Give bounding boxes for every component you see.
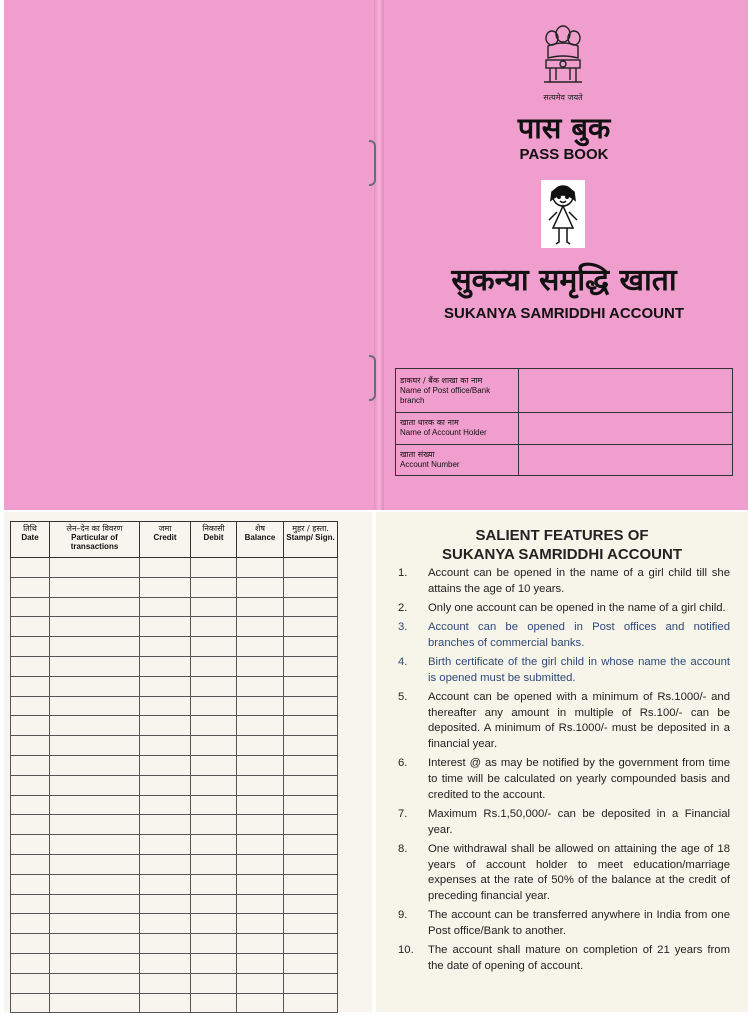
ledger-cell xyxy=(140,617,191,637)
ledger-cell xyxy=(140,676,191,696)
field-row-account-number xyxy=(396,444,733,475)
ledger-cell xyxy=(140,637,191,657)
ledger-cell xyxy=(284,795,338,815)
ledger-cell xyxy=(237,795,284,815)
ledger-cell xyxy=(50,736,140,756)
col-balance xyxy=(237,522,284,558)
ledger-cell xyxy=(191,854,237,874)
emblem-motto: सत्यमेव जयते xyxy=(543,93,583,102)
col-label-english: Stamp/ Sign. xyxy=(286,533,335,542)
ledger-cell xyxy=(50,874,140,894)
ledger-cell xyxy=(237,597,284,617)
field-value-branch xyxy=(519,369,733,413)
col-label-english: Particular of transactions xyxy=(70,533,119,551)
ledger-cell xyxy=(237,973,284,993)
feature-text: Interest @ as may be notified by the government from time to time will be calculated on yearly compounded basis and credited to the account. xyxy=(428,757,730,801)
ledger-cell xyxy=(11,755,50,775)
ledger-cell xyxy=(140,835,191,855)
ledger-cell xyxy=(284,755,338,775)
ledger-cell xyxy=(191,934,237,954)
ledger-cell xyxy=(50,597,140,617)
field-row-branch xyxy=(396,369,733,413)
feature-text: The account can be transferred anywhere in India from one Post office/Bank to another. xyxy=(428,909,730,938)
ledger-header-row xyxy=(11,522,338,558)
ledger-cell xyxy=(50,676,140,696)
ledger-cell xyxy=(140,815,191,835)
ledger-cell xyxy=(237,755,284,775)
col-label-english: Credit xyxy=(153,533,177,542)
ledger-cell xyxy=(237,736,284,756)
ledger-cell xyxy=(191,993,237,1013)
ledger-cell xyxy=(50,775,140,795)
ledger-cell xyxy=(284,637,338,657)
col-debit xyxy=(191,522,237,558)
ledger-cell xyxy=(11,894,50,914)
feature-text: Maximum Rs.1,50,000/- can be deposited in a Financial year. xyxy=(428,807,730,836)
ledger-cell xyxy=(140,914,191,934)
ledger-cell xyxy=(191,696,237,716)
ledger-cell xyxy=(140,716,191,736)
passbook-title-hindi: पास बुक xyxy=(517,111,611,145)
ledger-cell xyxy=(284,577,338,597)
ledger-cell xyxy=(191,736,237,756)
ledger-cell xyxy=(191,558,237,578)
ledger-row xyxy=(11,577,338,597)
ledger-cell xyxy=(191,637,237,657)
ledger-cell xyxy=(284,815,338,835)
ledger-cell xyxy=(284,696,338,716)
ledger-cell xyxy=(237,874,284,894)
ledger-row xyxy=(11,993,338,1013)
ledger-cell xyxy=(11,854,50,874)
feature-item xyxy=(398,756,730,803)
ledger-cell xyxy=(50,755,140,775)
features-title xyxy=(376,526,748,564)
ledger-cell xyxy=(50,795,140,815)
ledger-row xyxy=(11,934,338,954)
ledger-cell xyxy=(191,914,237,934)
ledger-cell xyxy=(11,637,50,657)
ledger-row xyxy=(11,953,338,973)
ledger-cell xyxy=(237,815,284,835)
ledger-cell xyxy=(11,874,50,894)
ledger-row xyxy=(11,894,338,914)
account-details-table xyxy=(395,368,733,476)
features-title-line1: SALIENT FEATURES OF xyxy=(475,527,649,544)
feature-text: The account shall mature on completion of 21 years from the date of opening of account. xyxy=(428,944,730,972)
feature-number: 1. xyxy=(398,567,408,579)
national-emblem-icon xyxy=(538,20,588,90)
ledger-cell xyxy=(284,676,338,696)
ledger-cell xyxy=(50,914,140,934)
field-label-hindi: खाता धारक का नाम xyxy=(400,418,459,428)
ledger-cell xyxy=(191,835,237,855)
ledger-cell xyxy=(237,656,284,676)
ledger-cell xyxy=(140,953,191,973)
field-value-holder xyxy=(519,413,733,444)
ledger-cell xyxy=(284,874,338,894)
ledger-cell xyxy=(50,617,140,637)
feature-item xyxy=(398,566,730,598)
ledger-cell xyxy=(50,973,140,993)
ledger-cell xyxy=(140,656,191,676)
ledger-cell xyxy=(284,973,338,993)
ledger-cell xyxy=(237,696,284,716)
ledger-cell xyxy=(11,736,50,756)
col-label-hindi: लेन–देन का विवरण xyxy=(66,524,123,533)
ledger-row xyxy=(11,755,338,775)
field-label-english: Name of Account Holder xyxy=(400,428,487,438)
features-title-line2: SUKANYA SAMRIDDHI ACCOUNT xyxy=(441,546,682,563)
ledger-cell xyxy=(191,617,237,637)
ledger-cell xyxy=(284,775,338,795)
ledger-cell xyxy=(237,894,284,914)
ledger-row xyxy=(11,914,338,934)
ledger-cell xyxy=(50,637,140,657)
ledger-cell xyxy=(284,617,338,637)
ledger-cell xyxy=(284,716,338,736)
ledger-cell xyxy=(11,696,50,716)
feature-item xyxy=(398,943,730,975)
features-list xyxy=(398,566,730,978)
feature-text: One withdrawal shall be allowed on attaining the age of 18 years of account holder to meet education/marriage expenses at the rate of 50% of the balance at the credit of preceding financial year. xyxy=(428,842,730,903)
feature-number: 2. xyxy=(398,601,408,614)
col-label-hindi: शेष xyxy=(254,524,266,533)
ledger-cell xyxy=(237,716,284,736)
ledger-cell xyxy=(11,775,50,795)
ledger-cell xyxy=(237,676,284,696)
ledger-cell xyxy=(11,597,50,617)
ledger-row xyxy=(11,973,338,993)
feature-number: 4. xyxy=(398,655,408,668)
feature-number: 8. xyxy=(398,842,408,855)
ledger-cell xyxy=(140,577,191,597)
col-label-english: Date xyxy=(21,533,39,542)
ledger-cell xyxy=(11,577,50,597)
girl-child-icon xyxy=(541,180,585,248)
ledger-cell xyxy=(237,934,284,954)
ledger-cell xyxy=(140,973,191,993)
col-label-english: Balance xyxy=(244,533,276,542)
ledger-cell xyxy=(191,775,237,795)
ledger-row xyxy=(11,736,338,756)
col-label-english: Debit xyxy=(203,533,224,542)
col-label-hindi: मुहर / हस्ता. xyxy=(292,524,329,533)
ledger-row xyxy=(11,676,338,696)
cover-fold xyxy=(374,0,384,510)
ledger-cell xyxy=(284,914,338,934)
ledger-row xyxy=(11,795,338,815)
ledger-cell xyxy=(50,577,140,597)
ledger-cell xyxy=(140,597,191,617)
ledger-row xyxy=(11,696,338,716)
scheme-title: SUKANYA SAMRIDDHI ACCOUNT xyxy=(443,305,684,322)
ledger-cell xyxy=(284,993,338,1013)
feature-item xyxy=(398,655,730,687)
ledger-row xyxy=(11,597,338,617)
ledger-row xyxy=(11,558,338,578)
ledger-cell xyxy=(50,854,140,874)
feature-text: Account can be opened in the name of a girl child till she attains the age of 10 years. xyxy=(428,567,730,595)
ledger-cell xyxy=(237,775,284,795)
feature-number: 10. xyxy=(398,944,414,957)
ledger-row xyxy=(11,775,338,795)
ledger-cell xyxy=(284,597,338,617)
ledger-cell xyxy=(140,854,191,874)
transactions-ledger xyxy=(10,521,338,1013)
ledger-cell xyxy=(284,835,338,855)
ledger-cell xyxy=(191,795,237,815)
ledger-row xyxy=(11,815,338,835)
feature-text: Only one account can be opened in the name of a girl child. xyxy=(428,601,726,614)
ledger-cell xyxy=(11,914,50,934)
field-label-branch xyxy=(396,369,519,413)
ledger-cell xyxy=(11,617,50,637)
ledger-row xyxy=(11,637,338,657)
feature-item xyxy=(398,807,730,839)
ledger-cell xyxy=(140,696,191,716)
ledger-cell xyxy=(140,874,191,894)
ledger-cell xyxy=(237,953,284,973)
ledger-cell xyxy=(11,973,50,993)
field-label-holder xyxy=(396,413,519,444)
ledger-cell xyxy=(284,656,338,676)
ledger-body xyxy=(11,558,338,1013)
ledger-cell xyxy=(11,993,50,1013)
feature-item xyxy=(398,690,730,753)
ledger-cell xyxy=(11,656,50,676)
ledger-row xyxy=(11,854,338,874)
ledger-cell xyxy=(284,558,338,578)
ledger-cell xyxy=(191,874,237,894)
ledger-cell xyxy=(191,577,237,597)
field-value-account-number xyxy=(519,444,733,475)
field-label-english: Account Number xyxy=(400,459,460,469)
field-label-hindi: डाकघर / बैंक शाखा का नाम xyxy=(400,375,483,385)
scheme-title-hindi: सुकन्या समृद्धि खाता xyxy=(451,263,677,298)
ledger-cell xyxy=(191,676,237,696)
field-row-holder xyxy=(396,413,733,444)
ledger-cell xyxy=(237,993,284,1013)
ledger-cell xyxy=(284,854,338,874)
ledger-cell xyxy=(237,854,284,874)
col-date xyxy=(11,522,50,558)
ledger-cell xyxy=(50,953,140,973)
ledger-cell xyxy=(140,775,191,795)
ledger-cell xyxy=(50,815,140,835)
ledger-cell xyxy=(50,993,140,1013)
ledger-row xyxy=(11,656,338,676)
ledger-cell xyxy=(191,894,237,914)
ledger-cell xyxy=(50,656,140,676)
ledger-row xyxy=(11,716,338,736)
ledger-cell xyxy=(284,894,338,914)
field-label-account-number xyxy=(396,444,519,475)
ledger-cell xyxy=(191,755,237,775)
feature-number: 5. xyxy=(398,690,408,703)
ledger-cell xyxy=(237,617,284,637)
feature-number: 6. xyxy=(398,757,408,770)
ledger-cell xyxy=(140,558,191,578)
ledger-cell xyxy=(11,676,50,696)
ledger-cell xyxy=(237,914,284,934)
passbook-title: PASS BOOK xyxy=(519,146,609,163)
ledger-row xyxy=(11,874,338,894)
ledger-cell xyxy=(11,934,50,954)
ledger-row xyxy=(11,835,338,855)
ledger-cell xyxy=(237,558,284,578)
ledger-cell xyxy=(11,716,50,736)
field-label-hindi: खाता संख्या xyxy=(400,449,435,459)
ledger-cell xyxy=(11,835,50,855)
ledger-cell xyxy=(191,597,237,617)
ledger-cell xyxy=(191,656,237,676)
field-label-english: Name of Post office/Bank branch xyxy=(400,385,491,405)
staple-bottom xyxy=(369,355,376,401)
feature-number: 9. xyxy=(398,909,408,922)
ledger-cell xyxy=(50,835,140,855)
ledger-cell xyxy=(11,795,50,815)
ledger-cell xyxy=(50,894,140,914)
col-particulars xyxy=(50,522,140,558)
ledger-cell xyxy=(237,835,284,855)
feature-item xyxy=(398,908,730,940)
ledger-cell xyxy=(50,696,140,716)
ledger-cell xyxy=(140,993,191,1013)
feature-item xyxy=(398,620,730,652)
ledger-cell xyxy=(11,815,50,835)
ledger-cell xyxy=(284,934,338,954)
col-stamp-sign xyxy=(284,522,338,558)
feature-number: 7. xyxy=(398,807,408,820)
col-label-hindi: तिथि xyxy=(23,524,37,533)
ledger-cell xyxy=(237,637,284,657)
ledger-cell xyxy=(191,953,237,973)
ledger-cell xyxy=(11,953,50,973)
ledger-cell xyxy=(50,716,140,736)
feature-text: Account can be opened in Post offices and notified branches of commercial banks. xyxy=(428,620,730,649)
ledger-row xyxy=(11,617,338,637)
ledger-cell xyxy=(284,953,338,973)
ledger-cell xyxy=(140,736,191,756)
col-credit xyxy=(140,522,191,558)
ledger-cell xyxy=(140,755,191,775)
ledger-cell xyxy=(191,716,237,736)
ledger-cell xyxy=(50,558,140,578)
col-label-hindi: निकासी xyxy=(202,524,225,533)
ledger-cell xyxy=(140,795,191,815)
feature-item xyxy=(398,601,730,617)
feature-text: Birth certificate of the girl child in whose name the account is opened must be submitted. xyxy=(428,655,730,684)
ledger-cell xyxy=(140,894,191,914)
col-label-hindi: जमा xyxy=(158,524,172,533)
ledger-cell xyxy=(11,558,50,578)
staple-top xyxy=(369,140,376,186)
feature-text: Account can be opened with a minimum of Rs.1000/- and thereafter any amount in multiple of Rs.100/- can be deposited. A minimum of Rs.1000/- must be deposited in a financial year. xyxy=(428,690,730,751)
ledger-cell xyxy=(140,934,191,954)
ledger-cell xyxy=(237,577,284,597)
ledger-cell xyxy=(50,934,140,954)
ledger-cell xyxy=(191,973,237,993)
feature-number: 3. xyxy=(398,620,408,633)
ledger-cell xyxy=(191,815,237,835)
ledger-cell xyxy=(284,736,338,756)
feature-item xyxy=(398,842,730,905)
